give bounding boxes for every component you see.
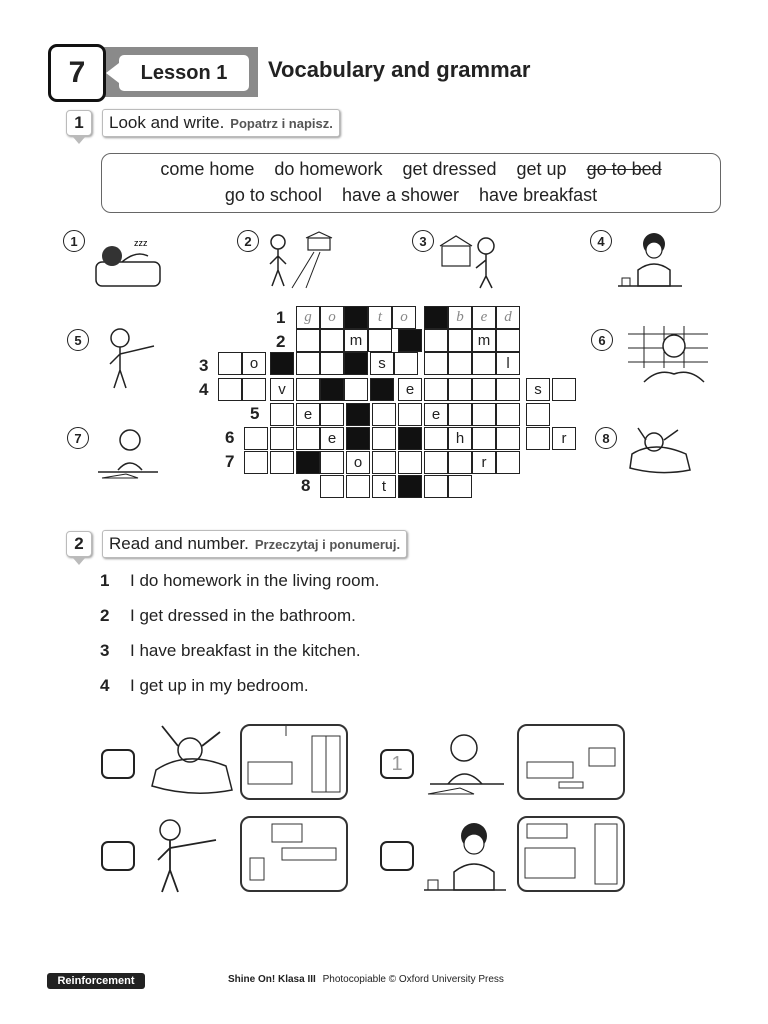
cell-letter: d	[504, 309, 512, 325]
crossword-black-cell	[398, 475, 422, 498]
crossword-cell[interactable]	[472, 427, 496, 450]
crossword-cell[interactable]	[270, 451, 294, 474]
crossword-cell[interactable]	[296, 306, 320, 329]
instruction-text: Read and number.	[109, 534, 249, 553]
crossword-cell[interactable]	[424, 403, 448, 426]
doing-homework-illustration	[96, 424, 162, 482]
cell-letter: l	[506, 355, 510, 372]
cell-letter: e	[431, 406, 441, 423]
crossword-black-cell	[346, 427, 370, 450]
waking-up-illustration	[146, 720, 236, 798]
answer-box[interactable]	[101, 841, 135, 871]
cell-letter: s	[534, 381, 542, 398]
crossword-cell[interactable]	[368, 329, 392, 352]
picture-number: 7	[67, 427, 89, 449]
crossword-cell[interactable]	[296, 378, 320, 401]
crossword-black-cell	[370, 378, 394, 401]
crossword-cell[interactable]	[496, 306, 520, 329]
word-item: have a shower	[341, 185, 460, 205]
crossword-clue-number: 3	[199, 356, 209, 375]
crossword-cell[interactable]	[398, 378, 422, 401]
word-item: do homework	[274, 159, 383, 179]
walking-to-school-illustration	[262, 230, 334, 290]
sentence-text: I get up in my bedroom.	[130, 676, 309, 695]
crossword-cell[interactable]	[472, 451, 496, 474]
crossword-cell[interactable]	[296, 403, 320, 426]
crossword-cell[interactable]	[448, 427, 472, 450]
crossword-cell[interactable]	[296, 427, 320, 450]
crossword-cell[interactable]	[370, 352, 394, 375]
sentence-text: I do homework in the living room.	[130, 571, 380, 590]
word-item-crossed: go to bed	[586, 159, 662, 179]
exercise-1-instruction	[102, 109, 340, 137]
word-bank	[101, 153, 721, 213]
crossword-cell[interactable]	[270, 378, 294, 401]
crossword-clue-number: 1	[276, 308, 286, 327]
cell-letter: m	[477, 332, 491, 349]
crossword-cell[interactable]	[372, 475, 396, 498]
cell-letter: o	[328, 309, 336, 325]
picture-number: 6	[591, 329, 613, 351]
picture-number: 3	[412, 230, 434, 252]
crossword-cell[interactable]	[552, 378, 576, 401]
crossword-cell[interactable]	[424, 475, 448, 498]
sentence-number: 4	[100, 676, 110, 695]
sentence	[100, 676, 309, 696]
cell-letter: m	[349, 332, 363, 349]
crossword-cell[interactable]	[448, 306, 472, 329]
picture-number: 5	[67, 329, 89, 351]
crossword-cell[interactable]	[372, 451, 396, 474]
crossword-cell[interactable]	[496, 403, 520, 426]
sentence-text: I get dressed in the bathroom.	[130, 606, 356, 625]
crossword-clue-number: 4	[199, 380, 209, 399]
crossword-black-cell	[320, 378, 344, 401]
kitchen-picture	[517, 816, 625, 892]
crossword-cell[interactable]	[242, 378, 266, 401]
cell-letter: t	[377, 309, 383, 325]
sentence-number: 3	[100, 641, 110, 660]
lesson-tab-notch	[106, 63, 119, 83]
crossword-cell[interactable]	[320, 403, 344, 426]
cell-letter: h	[455, 430, 465, 447]
word-item: get dressed	[402, 159, 497, 179]
svg-text:zzz: zzz	[134, 238, 148, 248]
getting-dressed-illustration	[100, 326, 162, 392]
crossword-clue-number: 8	[301, 476, 311, 495]
answer-box[interactable]	[101, 749, 135, 779]
crossword-cell[interactable]	[526, 378, 550, 401]
crossword-cell[interactable]	[424, 378, 448, 401]
cell-letter: o	[353, 454, 363, 471]
crossword-cell[interactable]	[448, 329, 472, 352]
word-item: have breakfast	[479, 185, 598, 205]
reinforcement-badge: Reinforcement	[47, 973, 145, 989]
crossword-cell[interactable]	[448, 475, 472, 498]
cell-letter: r	[561, 430, 567, 447]
exercise-1-tail	[73, 137, 85, 144]
crossword-cell[interactable]	[394, 352, 418, 375]
crossword-cell[interactable]	[472, 403, 496, 426]
instruction-text: Look and write.	[109, 113, 225, 132]
picture-number: 4	[590, 230, 612, 252]
crossword-cell[interactable]	[424, 352, 448, 375]
shower-illustration	[624, 324, 712, 384]
crossword-black-cell	[398, 329, 422, 352]
doing-homework-illustration	[424, 722, 510, 798]
getting-dressed-illustration	[146, 816, 226, 896]
bathroom-picture	[240, 816, 348, 892]
crossword-cell[interactable]	[244, 451, 268, 474]
crossword-cell[interactable]	[398, 451, 422, 474]
instruction-translation: Popatrz i napisz.	[230, 115, 333, 131]
book-title: Shine On! Klasa III	[228, 974, 316, 985]
cell-letter: s	[378, 355, 386, 372]
crossword-cell[interactable]	[372, 403, 396, 426]
crossword-cell[interactable]	[496, 427, 520, 450]
copyright: Photocopiable © Oxford University Press	[322, 974, 504, 985]
crossword-cell[interactable]	[398, 403, 422, 426]
crossword-clue-number: 7	[225, 452, 235, 471]
crossword-cell[interactable]	[270, 403, 294, 426]
eating-breakfast-illustration	[420, 818, 510, 894]
crossword-cell[interactable]	[448, 352, 472, 375]
crossword-black-cell	[424, 306, 448, 329]
page-title: Vocabulary and grammar	[268, 57, 531, 82]
crossword-black-cell	[344, 352, 368, 375]
picture-number: 1	[63, 230, 85, 252]
sleeping-child-illustration	[92, 232, 164, 290]
crossword-cell[interactable]	[448, 378, 472, 401]
cell-letter: g	[304, 309, 312, 325]
exercise-1-number: 1	[66, 110, 92, 136]
crossword-cell[interactable]	[320, 475, 344, 498]
crossword-cell[interactable]	[344, 329, 368, 352]
cell-letter: r	[481, 454, 487, 471]
unit-number: 7	[48, 44, 106, 102]
sentence-number: 1	[100, 571, 110, 590]
crossword-cell[interactable]	[320, 451, 344, 474]
answer-box[interactable]: 1	[380, 749, 414, 779]
instruction-translation: Przeczytaj i ponumeruj.	[254, 536, 401, 552]
sentence-text: I have breakfast in the kitchen.	[130, 641, 361, 660]
crossword-cell[interactable]	[320, 329, 344, 352]
cell-letter: o	[400, 309, 408, 325]
sentence-number: 2	[100, 606, 110, 625]
crossword-cell[interactable]	[244, 427, 268, 450]
crossword-cell[interactable]	[320, 352, 344, 375]
waking-up-illustration	[624, 424, 694, 476]
crossword-cell[interactable]	[496, 378, 520, 401]
answer-box[interactable]	[380, 841, 414, 871]
crossword-cell[interactable]	[242, 352, 266, 375]
picture-number: 2	[237, 230, 259, 252]
sentence	[100, 571, 379, 591]
picture-number: 8	[595, 427, 617, 449]
cell-letter: e	[480, 309, 488, 325]
crossword-cell[interactable]	[424, 427, 448, 450]
cell-letter: o	[249, 355, 259, 372]
crossword-cell[interactable]	[526, 403, 550, 426]
crossword-cell[interactable]	[472, 352, 496, 375]
crossword-clue-number: 2	[276, 332, 286, 351]
living-room-picture	[517, 724, 625, 800]
going-home-illustration	[438, 232, 504, 290]
sentence	[100, 641, 361, 661]
cell-letter: e	[405, 381, 415, 398]
crossword-cell[interactable]	[392, 306, 416, 329]
crossword-cell[interactable]	[472, 378, 496, 401]
crossword-cell[interactable]	[424, 451, 448, 474]
crossword-cell[interactable]	[218, 352, 242, 375]
footer-credit	[228, 974, 504, 985]
crossword-black-cell	[344, 306, 368, 329]
crossword-cell[interactable]	[552, 427, 576, 450]
word-item: come home	[160, 159, 255, 179]
crossword-black-cell	[346, 403, 370, 426]
crossword-cell[interactable]	[346, 475, 370, 498]
sentence	[100, 606, 356, 626]
crossword-black-cell	[270, 352, 294, 375]
exercise-2-tail	[73, 558, 85, 565]
crossword-cell[interactable]	[320, 306, 344, 329]
bedroom-picture	[240, 724, 348, 800]
crossword-cell[interactable]	[270, 427, 294, 450]
crossword-cell[interactable]	[424, 329, 448, 352]
exercise-2-number: 2	[66, 531, 92, 557]
crossword-black-cell	[398, 427, 422, 450]
crossword-cell[interactable]	[496, 451, 520, 474]
crossword-clue-number: 5	[250, 404, 260, 423]
crossword-cell[interactable]	[526, 427, 550, 450]
cell-letter: e	[303, 406, 313, 423]
eating-breakfast-illustration	[614, 230, 686, 290]
crossword-cell[interactable]	[472, 306, 496, 329]
crossword-cell[interactable]	[372, 427, 396, 450]
cell-letter: t	[381, 478, 387, 495]
crossword-black-cell	[296, 451, 320, 474]
crossword-cell[interactable]	[218, 378, 242, 401]
crossword-cell[interactable]	[296, 352, 320, 375]
crossword-cell[interactable]	[346, 451, 370, 474]
lesson-label: Lesson 1	[119, 55, 249, 91]
crossword-clue-number: 6	[225, 428, 235, 447]
exercise-2-instruction	[102, 530, 407, 558]
cell-letter: b	[456, 309, 464, 325]
crossword-cell[interactable]	[472, 329, 496, 352]
cell-letter: e	[327, 430, 337, 447]
crossword-cell[interactable]	[448, 451, 472, 474]
word-item: get up	[516, 159, 567, 179]
crossword-cell[interactable]	[344, 378, 368, 401]
cell-letter: v	[278, 381, 286, 398]
word-item: go to school	[224, 185, 322, 205]
crossword-cell[interactable]	[496, 329, 520, 352]
crossword-cell[interactable]	[496, 352, 520, 375]
crossword-cell[interactable]	[368, 306, 392, 329]
crossword-cell[interactable]	[448, 403, 472, 426]
crossword-cell[interactable]	[320, 427, 344, 450]
crossword-cell[interactable]	[296, 329, 320, 352]
